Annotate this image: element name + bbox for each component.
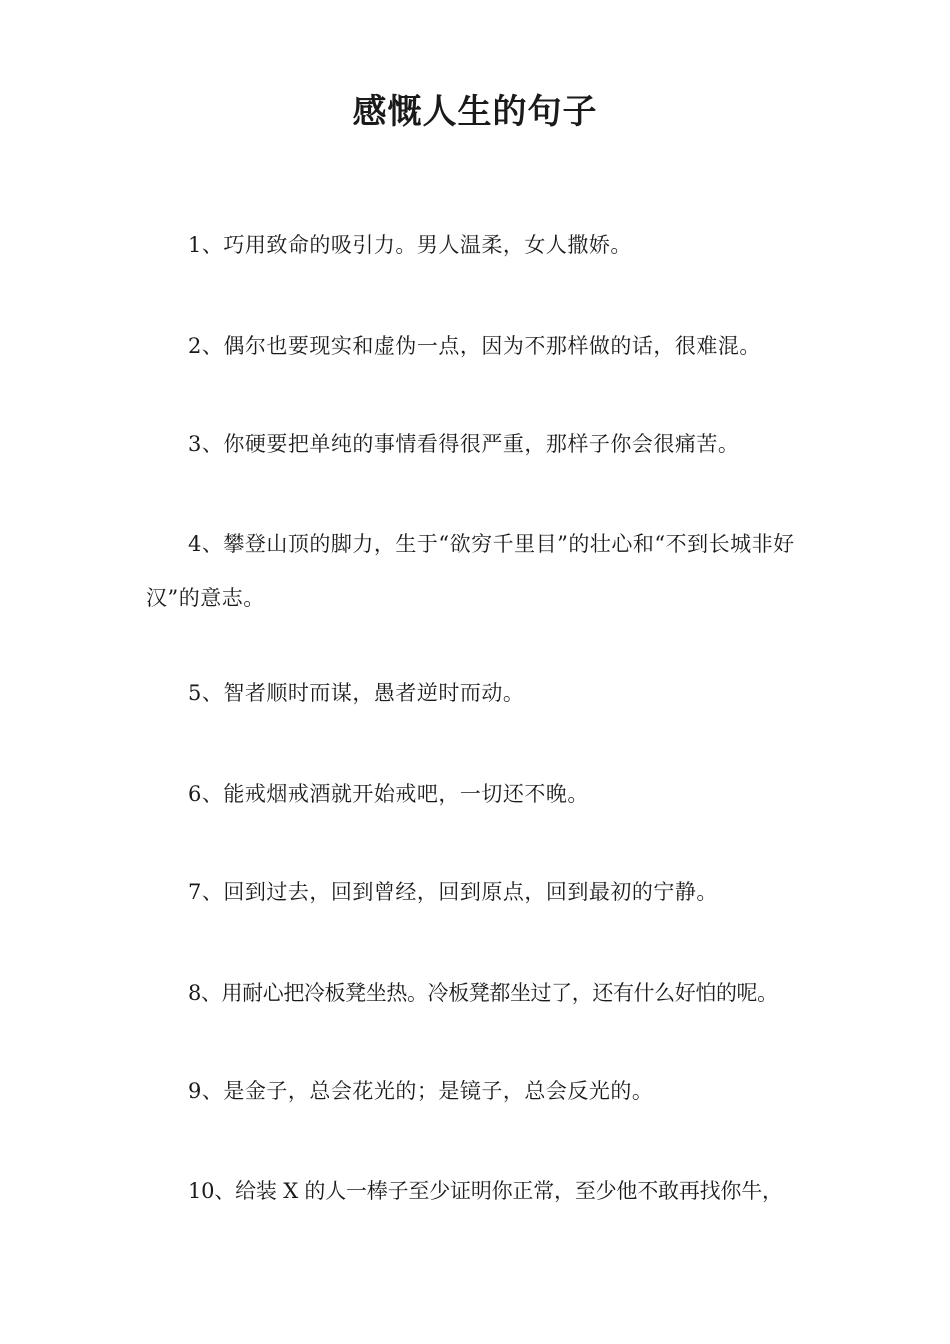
- paragraph-2: 2、偶尔也要现实和虚伪一点，因为不那样做的话，很难混。: [188, 334, 761, 358]
- paragraph-7: 7、回到过去，回到曾经，回到原点，回到最初的宁静。: [188, 880, 718, 904]
- paragraph-9: 9、是金子，总会花光的；是镜子，总会反光的。: [188, 1079, 654, 1103]
- paragraph-3: 3、你硬要把单纯的事情看得很严重，那样子你会很痛苦。: [188, 432, 740, 456]
- paragraph-10: 10、给装 X 的人一棒子至少证明你正常，至少他不敢再找你牛，: [188, 1179, 783, 1203]
- page-title: 感慨人生的句子: [352, 92, 598, 132]
- paragraph-5: 5、智者顺时而谋，愚者逆时而动。: [188, 681, 525, 705]
- paragraph-4: 4、攀登山顶的脚力，生于“欲穷千里目”的壮心和“不到长城非好汉”的意志。: [146, 532, 795, 610]
- paragraph-6: 6、能戒烟戒酒就开始戒吧，一切还不晚。: [188, 782, 589, 806]
- paragraph-1: 1、巧用致命的吸引力。男人温柔，女人撒娇。: [188, 233, 632, 257]
- paragraph-8: 8、用耐心把冷板凳坐热。冷板凳都坐过了，还有什么好怕的呢。: [188, 981, 778, 1005]
